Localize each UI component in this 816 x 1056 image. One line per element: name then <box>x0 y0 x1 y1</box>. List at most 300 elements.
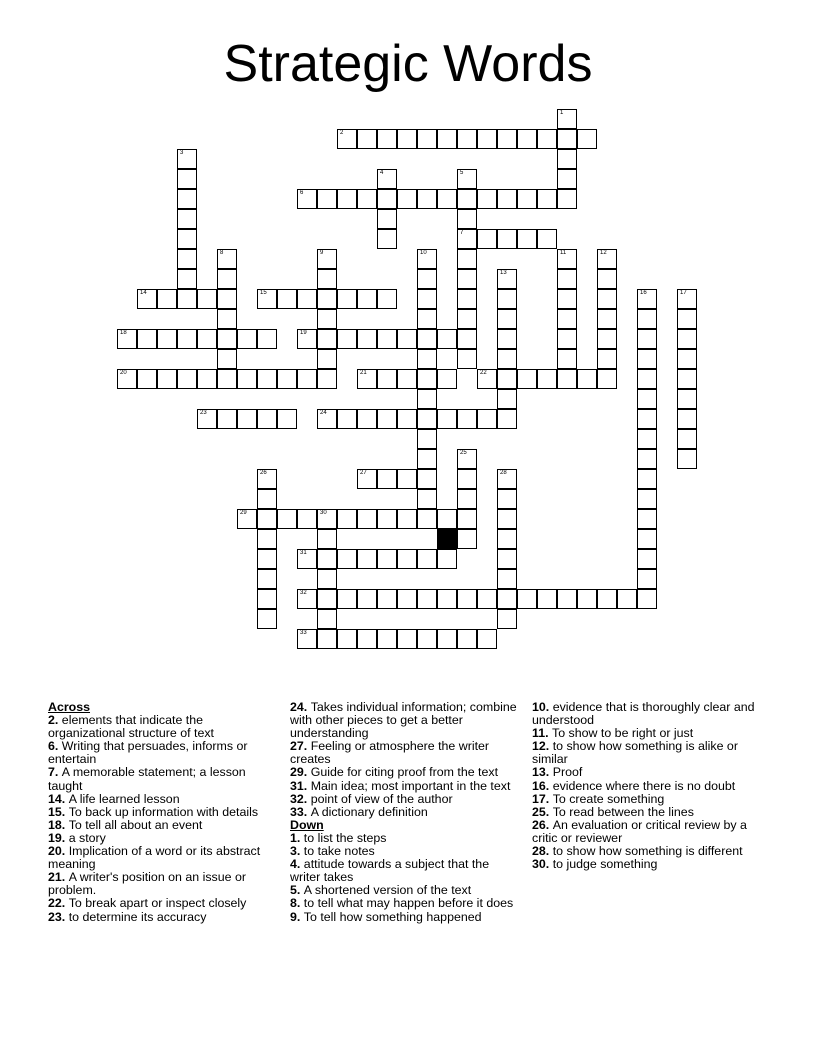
clue-text: To break apart or inspect closely <box>68 896 247 911</box>
grid-cell[interactable] <box>477 189 497 209</box>
grid-cell[interactable] <box>497 189 517 209</box>
clue-number: 2 <box>340 130 344 136</box>
grid-cell[interactable] <box>457 229 477 249</box>
grid-cell[interactable] <box>497 309 517 329</box>
clue-number: 18 <box>120 330 127 336</box>
grid-cell[interactable] <box>157 329 177 349</box>
grid-cell[interactable] <box>177 249 197 269</box>
grid-cell[interactable] <box>457 509 477 529</box>
grid-cell[interactable] <box>597 349 617 369</box>
grid-cell[interactable] <box>557 309 577 329</box>
grid-cell[interactable] <box>637 549 657 569</box>
clue-label-number: 19 <box>48 830 62 845</box>
clue-number: 4 <box>380 170 384 176</box>
down-clue: 9. To tell how something happened <box>290 909 482 924</box>
grid-cell[interactable] <box>557 329 577 349</box>
grid-cell[interactable] <box>357 589 377 609</box>
grid-cell[interactable] <box>317 189 337 209</box>
grid-cell[interactable] <box>437 409 457 429</box>
grid-cell[interactable] <box>637 289 657 309</box>
grid-cell[interactable] <box>417 469 437 489</box>
grid-cell[interactable] <box>417 449 437 469</box>
grid-cell[interactable] <box>277 289 297 309</box>
grid-cell[interactable] <box>497 589 517 609</box>
grid-cell[interactable] <box>237 329 257 349</box>
grid-cell[interactable] <box>297 369 317 389</box>
grid-cell[interactable] <box>557 149 577 169</box>
clue-label-number: 20 <box>48 844 62 859</box>
grid-cell[interactable] <box>297 629 317 649</box>
grid-cell[interactable] <box>557 249 577 269</box>
grid-cell[interactable] <box>377 549 397 569</box>
grid-cell[interactable] <box>297 289 317 309</box>
grid-cell[interactable] <box>677 329 697 349</box>
grid-cell[interactable] <box>357 549 377 569</box>
grid-cell[interactable] <box>597 309 617 329</box>
grid-cell[interactable] <box>317 609 337 629</box>
clue-text: Feeling or atmosphere the writer creates <box>290 739 490 767</box>
grid-cell[interactable] <box>497 129 517 149</box>
grid-cell[interactable] <box>357 409 377 429</box>
across-clue: 2. elements that indicate the organizational structure of text <box>48 713 214 741</box>
down-clue: 4. attitude towards a subject that the writer takes <box>290 857 490 885</box>
grid-cell[interactable] <box>457 269 477 289</box>
grid-cell[interactable] <box>517 129 537 149</box>
clue-label-number: 10 <box>532 700 546 714</box>
across-clue: 33. A dictionary definition <box>290 804 428 819</box>
grid-cell[interactable] <box>277 409 297 429</box>
grid-cell[interactable] <box>337 129 357 149</box>
grid-cell[interactable] <box>597 289 617 309</box>
grid-cell[interactable] <box>217 269 237 289</box>
grid-cell[interactable] <box>317 549 337 569</box>
grid-cell[interactable] <box>257 569 277 589</box>
grid-cell[interactable] <box>257 409 277 429</box>
grid-cell[interactable] <box>417 629 437 649</box>
grid-cell[interactable] <box>337 549 357 569</box>
across-clue: 24. Takes individual information; combine with other pieces to get a better understanding <box>290 700 517 741</box>
grid-cell[interactable] <box>377 509 397 529</box>
grid-cell[interactable] <box>557 349 577 369</box>
grid-cell[interactable] <box>277 509 297 529</box>
grid-cell[interactable] <box>397 189 417 209</box>
grid-cell[interactable] <box>537 589 557 609</box>
grid-cell[interactable] <box>677 409 697 429</box>
grid-cell[interactable] <box>497 609 517 629</box>
grid-cell[interactable] <box>237 509 257 529</box>
grid-cell[interactable] <box>337 509 357 529</box>
grid-cell[interactable] <box>597 329 617 349</box>
grid-cell[interactable] <box>417 489 437 509</box>
clue-number: 20 <box>120 370 127 376</box>
grid-cell[interactable] <box>317 509 337 529</box>
grid-cell[interactable] <box>497 549 517 569</box>
across-clue: 31. Main idea; most important in the text <box>290 778 511 793</box>
grid-cell[interactable] <box>437 189 457 209</box>
grid-cell[interactable] <box>417 389 437 409</box>
grid-cell[interactable] <box>577 369 597 389</box>
grid-cell[interactable] <box>417 309 437 329</box>
grid-cell[interactable] <box>217 329 237 349</box>
clue-number: 31 <box>300 550 307 556</box>
grid-cell[interactable] <box>317 309 337 329</box>
grid-cell[interactable] <box>297 549 317 569</box>
grid-cell[interactable] <box>297 189 317 209</box>
grid-cell[interactable] <box>277 369 297 389</box>
clue-number: 15 <box>260 290 267 296</box>
grid-cell[interactable] <box>357 369 377 389</box>
clues-column-3 <box>532 701 768 871</box>
grid-cell[interactable] <box>637 429 657 449</box>
grid-cell[interactable] <box>217 249 237 269</box>
down-clue: 3. to take notes <box>290 844 375 859</box>
grid-cell[interactable] <box>617 589 637 609</box>
grid-cell[interactable] <box>557 189 577 209</box>
grid-cell[interactable] <box>357 509 377 529</box>
grid-cell[interactable] <box>397 369 417 389</box>
grid-cell[interactable] <box>437 549 457 569</box>
grid-cell[interactable] <box>377 289 397 309</box>
clue-label-number: 7 <box>48 765 55 780</box>
grid-cell[interactable] <box>517 189 537 209</box>
grid-cell[interactable] <box>397 589 417 609</box>
grid-cell[interactable] <box>417 349 437 369</box>
grid-cell[interactable] <box>477 369 497 389</box>
clue-text: elements that indicate the organizational structure of text <box>48 713 214 741</box>
clue-label-number: 5 <box>290 883 297 898</box>
clue-label-number: 14 <box>48 791 62 806</box>
grid-cell[interactable] <box>317 629 337 649</box>
grid-cell[interactable] <box>317 409 337 429</box>
grid-cell[interactable] <box>597 249 617 269</box>
grid-cell[interactable] <box>417 189 437 209</box>
grid-cell[interactable] <box>357 629 377 649</box>
grid-cell[interactable] <box>557 589 577 609</box>
grid-cell[interactable] <box>377 209 397 229</box>
grid-cell[interactable] <box>557 109 577 129</box>
grid-cell[interactable] <box>317 249 337 269</box>
grid-cell[interactable] <box>497 569 517 589</box>
grid-cell[interactable] <box>457 289 477 309</box>
grid-cell[interactable] <box>557 289 577 309</box>
clue-number: 10 <box>420 250 427 256</box>
grid-cell[interactable] <box>437 629 457 649</box>
clue-text: Proof <box>552 765 583 780</box>
clue-number: 26 <box>260 470 267 476</box>
grid-cell[interactable] <box>597 269 617 289</box>
clue-text: Writing that persuades, informs or entertain <box>48 739 248 767</box>
across-clue: 6. Writing that persuades, informs or entertain <box>48 739 248 767</box>
grid-cell[interactable] <box>257 489 277 509</box>
grid-cell[interactable] <box>497 489 517 509</box>
grid-cell[interactable] <box>517 589 537 609</box>
grid-cell[interactable] <box>457 189 477 209</box>
grid-cell[interactable] <box>257 609 277 629</box>
grid-cell[interactable] <box>637 329 657 349</box>
grid-cell[interactable] <box>357 289 377 309</box>
grid-cell[interactable] <box>177 329 197 349</box>
grid-cell[interactable] <box>257 529 277 549</box>
clue-label-number: 4 <box>290 857 297 872</box>
grid-cell[interactable] <box>457 169 477 189</box>
grid-cell[interactable] <box>377 229 397 249</box>
grid-cell[interactable] <box>137 289 157 309</box>
grid-cell[interactable] <box>637 409 657 429</box>
grid-cell[interactable] <box>637 569 657 589</box>
grid-cell[interactable] <box>297 329 317 349</box>
grid-cell[interactable] <box>497 409 517 429</box>
grid-cell[interactable] <box>457 329 477 349</box>
grid-cell[interactable] <box>177 189 197 209</box>
grid-cell[interactable] <box>457 249 477 269</box>
grid-cell[interactable] <box>217 349 237 369</box>
grid-cell[interactable] <box>497 289 517 309</box>
grid-cell[interactable] <box>137 329 157 349</box>
clue-label-number: 33 <box>290 804 304 819</box>
grid-cell[interactable] <box>497 389 517 409</box>
grid-cell[interactable] <box>417 369 437 389</box>
grid-cell[interactable] <box>317 529 337 549</box>
grid-cell[interactable] <box>437 589 457 609</box>
grid-cell[interactable] <box>177 269 197 289</box>
clue-text: a story <box>68 830 106 845</box>
clue-text: A dictionary definition <box>310 804 428 819</box>
grid-cell[interactable] <box>417 129 437 149</box>
grid-cell[interactable] <box>457 489 477 509</box>
grid-cell[interactable] <box>397 509 417 529</box>
grid-cell[interactable] <box>257 509 277 529</box>
grid-cell[interactable] <box>317 269 337 289</box>
grid-cell[interactable] <box>337 589 357 609</box>
grid-cell[interactable] <box>417 269 437 289</box>
grid-cell[interactable] <box>637 389 657 409</box>
grid-cell[interactable] <box>377 369 397 389</box>
grid-cell[interactable] <box>397 409 417 429</box>
grid-cell[interactable] <box>397 629 417 649</box>
grid-cell[interactable] <box>637 309 657 329</box>
grid-cell[interactable] <box>457 129 477 149</box>
grid-cell[interactable] <box>377 189 397 209</box>
grid-cell[interactable] <box>537 229 557 249</box>
grid-cell[interactable] <box>477 409 497 429</box>
grid-cell[interactable] <box>257 329 277 349</box>
grid-cell[interactable] <box>677 429 697 449</box>
grid-cell[interactable] <box>577 129 597 149</box>
grid-cell[interactable] <box>317 569 337 589</box>
grid-cell[interactable] <box>517 369 537 389</box>
grid-cell[interactable] <box>357 469 377 489</box>
grid-cell[interactable] <box>297 589 317 609</box>
clue-text: To read between the lines <box>552 804 694 819</box>
grid-cell[interactable] <box>557 129 577 149</box>
grid-cell[interactable] <box>497 529 517 549</box>
grid-cell[interactable] <box>577 589 597 609</box>
grid-cell[interactable] <box>237 369 257 389</box>
grid-cell[interactable] <box>517 229 537 249</box>
across-clue: 22. To break apart or inspect closely <box>48 896 247 911</box>
grid-cell[interactable] <box>417 429 437 449</box>
clues-column-2 <box>290 701 522 924</box>
grid-cell[interactable] <box>297 509 317 529</box>
grid-cell[interactable] <box>397 129 417 149</box>
grid-cell[interactable] <box>457 209 477 229</box>
grid-cell[interactable] <box>497 349 517 369</box>
grid-cell[interactable] <box>637 509 657 529</box>
grid-cell[interactable] <box>417 249 437 269</box>
grid-cell[interactable] <box>437 369 457 389</box>
grid-cell[interactable] <box>677 309 697 329</box>
grid-cell[interactable] <box>217 289 237 309</box>
across-clue: 32. point of view of the author <box>290 791 453 806</box>
grid-cell[interactable] <box>637 369 657 389</box>
grid-cell[interactable] <box>437 509 457 529</box>
grid-cell[interactable] <box>497 509 517 529</box>
clue-label-number: 24 <box>290 700 304 714</box>
grid-cell[interactable] <box>457 309 477 329</box>
grid-cell[interactable] <box>257 469 277 489</box>
clue-label-number: 22 <box>48 896 62 911</box>
clue-label-number: 27 <box>290 739 304 754</box>
grid-cell[interactable] <box>677 289 697 309</box>
grid-cell[interactable] <box>597 589 617 609</box>
clue-label-number: 30 <box>532 857 546 872</box>
grid-cell[interactable] <box>357 129 377 149</box>
clue-number: 21 <box>360 370 367 376</box>
grid-cell[interactable] <box>197 289 217 309</box>
clue-label-number: 26 <box>532 817 546 832</box>
grid-cell[interactable] <box>677 389 697 409</box>
grid-cell[interactable] <box>497 329 517 349</box>
grid-cell[interactable] <box>497 369 517 389</box>
grid-cell[interactable] <box>677 449 697 469</box>
grid-cell[interactable] <box>337 629 357 649</box>
clue-number: 24 <box>320 410 327 416</box>
grid-cell[interactable] <box>457 589 477 609</box>
grid-cell[interactable] <box>337 329 357 349</box>
clue-text: Guide for citing proof from the text <box>310 765 499 780</box>
grid-cell[interactable] <box>197 329 217 349</box>
grid-cell[interactable] <box>537 129 557 149</box>
grid-cell[interactable] <box>257 369 277 389</box>
grid-cell[interactable] <box>257 589 277 609</box>
grid-cell[interactable] <box>457 469 477 489</box>
grid-cell[interactable] <box>417 409 437 429</box>
grid-cell[interactable] <box>457 449 477 469</box>
grid-cell[interactable] <box>377 629 397 649</box>
grid-cell[interactable] <box>537 369 557 389</box>
grid-cell[interactable] <box>417 589 437 609</box>
across-clue: 29. Guide for citing proof from the text <box>290 765 499 780</box>
grid-cell[interactable] <box>197 409 217 429</box>
grid-cell[interactable] <box>157 289 177 309</box>
grid-cell[interactable] <box>637 489 657 509</box>
grid-cell[interactable] <box>397 469 417 489</box>
grid-cell[interactable] <box>417 509 437 529</box>
grid-cell[interactable] <box>477 589 497 609</box>
grid-cell[interactable] <box>537 189 557 209</box>
grid-cell[interactable] <box>437 129 457 149</box>
grid-cell[interactable] <box>557 169 577 189</box>
grid-cell[interactable] <box>317 349 337 369</box>
grid-cell[interactable] <box>377 409 397 429</box>
grid-cell[interactable] <box>217 409 237 429</box>
grid-cell[interactable] <box>457 629 477 649</box>
grid-cell[interactable] <box>377 329 397 349</box>
grid-cell[interactable] <box>117 369 137 389</box>
grid-cell[interactable] <box>557 369 577 389</box>
grid-cell[interactable] <box>457 529 477 549</box>
clue-number: 17 <box>680 290 687 296</box>
grid-cell[interactable] <box>337 409 357 429</box>
grid-cell[interactable] <box>137 369 157 389</box>
grid-cell[interactable] <box>257 549 277 569</box>
grid-cell[interactable] <box>397 549 417 569</box>
grid-cell[interactable] <box>437 329 457 349</box>
grid-cell[interactable] <box>337 289 357 309</box>
grid-cell[interactable] <box>497 229 517 249</box>
grid-cell[interactable] <box>497 469 517 489</box>
grid-cell[interactable] <box>377 129 397 149</box>
grid-cell[interactable] <box>377 589 397 609</box>
grid-cell[interactable] <box>177 209 197 229</box>
grid-cell[interactable] <box>457 409 477 429</box>
grid-cell[interactable] <box>157 369 177 389</box>
grid-cell[interactable] <box>357 329 377 349</box>
grid-cell[interactable] <box>177 149 197 169</box>
grid-cell[interactable] <box>337 189 357 209</box>
grid-cell[interactable] <box>117 329 137 349</box>
grid-cell[interactable] <box>177 229 197 249</box>
grid-cell[interactable] <box>217 309 237 329</box>
grid-cell[interactable] <box>477 129 497 149</box>
grid-cell[interactable] <box>497 269 517 289</box>
grid-cell[interactable] <box>237 409 257 429</box>
grid-cell[interactable] <box>377 169 397 189</box>
across-clue: 21. A writer's position on an issue or problem. <box>48 870 246 898</box>
grid-cell[interactable] <box>677 349 697 369</box>
grid-cell[interactable] <box>637 449 657 469</box>
grid-cell[interactable] <box>417 289 437 309</box>
grid-cell[interactable] <box>677 369 697 389</box>
grid-cell[interactable] <box>177 289 197 309</box>
grid-cell[interactable] <box>477 229 497 249</box>
grid-cell[interactable] <box>217 369 237 389</box>
grid-cell[interactable] <box>637 469 657 489</box>
grid-cell[interactable] <box>637 529 657 549</box>
grid-cell[interactable] <box>557 269 577 289</box>
grid-cell[interactable] <box>177 169 197 189</box>
clue-number: 33 <box>300 630 307 636</box>
grid-cell[interactable] <box>317 289 337 309</box>
clue-number: 13 <box>500 270 507 276</box>
grid-cell[interactable] <box>637 349 657 369</box>
grid-cell[interactable] <box>257 289 277 309</box>
grid-cell[interactable] <box>197 369 217 389</box>
grid-cell[interactable] <box>317 329 337 349</box>
grid-cell[interactable] <box>477 629 497 649</box>
grid-cell[interactable] <box>417 549 437 569</box>
grid-cell[interactable] <box>377 469 397 489</box>
grid-cell[interactable] <box>357 189 377 209</box>
grid-cell[interactable] <box>417 329 437 349</box>
grid-cell[interactable] <box>597 369 617 389</box>
grid-cell[interactable] <box>177 369 197 389</box>
grid-cell[interactable] <box>457 349 477 369</box>
grid-cell[interactable] <box>317 589 337 609</box>
grid-cell[interactable] <box>317 369 337 389</box>
grid-cell[interactable] <box>637 589 657 609</box>
grid-cell[interactable] <box>397 329 417 349</box>
